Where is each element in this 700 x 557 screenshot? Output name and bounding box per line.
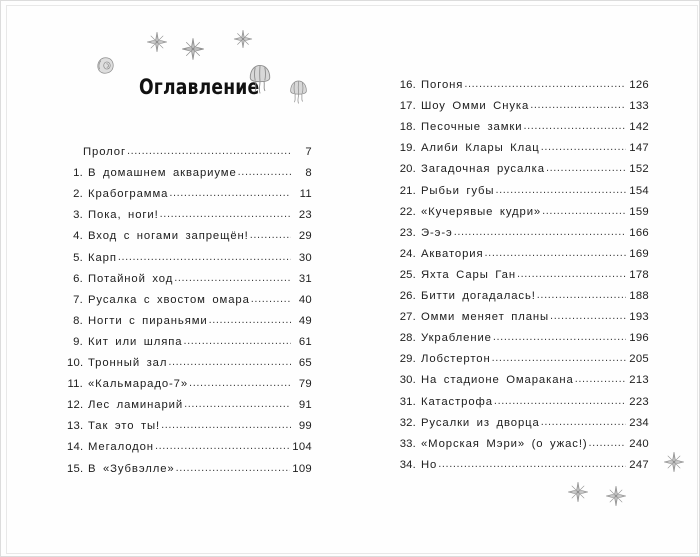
toc-entry-number: 34. xyxy=(399,458,416,471)
toc-entry-number: 10. xyxy=(67,357,84,369)
shell-icon xyxy=(96,56,115,75)
toc-entry-number: 9. xyxy=(73,335,83,348)
toc-dot-leader xyxy=(189,377,291,389)
toc-entry-number: 26. xyxy=(399,290,416,302)
toc-entry-number: 22. xyxy=(399,205,416,218)
toc-entry-number: 13. xyxy=(67,420,84,433)
toc-dot-leader xyxy=(492,352,626,364)
toc-dot-leader xyxy=(546,162,626,174)
toc-entry-number: 1. xyxy=(73,167,83,180)
toc-entry[interactable] xyxy=(67,252,312,264)
toc-entry[interactable] xyxy=(399,79,649,91)
sparkle-icon-1 xyxy=(146,31,168,53)
toc-entry[interactable] xyxy=(399,311,649,323)
toc-entry-number: 4. xyxy=(73,230,83,243)
toc-dot-leader xyxy=(168,356,291,368)
toc-entry-title: Яхта Сары Ган xyxy=(421,268,516,281)
toc-entry-title: Но xyxy=(421,458,438,471)
toc-entry-title: Погоня xyxy=(421,79,464,91)
toc-entry-title: Русалка с хвостом омара xyxy=(88,293,250,306)
toc-entry-page-number: 240 xyxy=(629,437,649,450)
toc-entry-page-number: 11 xyxy=(299,188,312,201)
toc-entry-title: «Морская Мэри» (о ужас!) xyxy=(421,437,588,450)
toc-entry[interactable] xyxy=(399,100,649,112)
toc-entry-number: 16. xyxy=(399,79,416,91)
toc-entry-title: Потайной ход xyxy=(88,272,174,285)
toc-entry[interactable] xyxy=(67,209,312,221)
toc-entry-number: 18. xyxy=(399,121,416,134)
toc-dot-leader xyxy=(485,247,626,259)
toc-entry-number: 24. xyxy=(399,247,416,260)
toc-entry-page-number: 29 xyxy=(298,230,312,243)
toc-entry-number: 2. xyxy=(73,188,83,201)
toc-dot-leader xyxy=(174,272,291,284)
toc-entry-title: Русалки из дворца xyxy=(421,416,540,429)
toc-dot-leader xyxy=(550,310,626,322)
toc-entry-page-number: 31 xyxy=(298,272,312,285)
toc-entry-number: 30. xyxy=(399,374,416,387)
toc-entry-page-number: 188 xyxy=(629,290,649,302)
toc-entry-page-number: 61 xyxy=(298,335,312,348)
toc-entry-page-number: 109 xyxy=(292,462,312,475)
toc-entry-page-number: 154 xyxy=(629,184,649,197)
toc-entry-title: Карп xyxy=(88,251,117,264)
toc-entry-title: Шоу Омми Снука xyxy=(421,100,530,113)
toc-entry-number: 33. xyxy=(399,437,416,450)
toc-dot-leader xyxy=(542,205,626,217)
toc-entry-title: Так это ты! xyxy=(88,420,161,433)
toc-entry-title: «Кальмарадо-7» xyxy=(88,378,189,391)
toc-dot-leader xyxy=(541,416,626,428)
toc-entry[interactable] xyxy=(399,185,649,197)
toc-entry[interactable] xyxy=(67,167,312,179)
toc-entry-page-number: 133 xyxy=(629,100,649,113)
toc-entry-number: 21. xyxy=(399,184,416,197)
toc-entry-title: «Кучерявые кудри» xyxy=(421,205,542,218)
toc-entry-page-number: 223 xyxy=(629,395,649,408)
toc-entry-number: 14. xyxy=(67,441,84,454)
toc-entry-number: 31. xyxy=(399,395,416,408)
toc-entry[interactable] xyxy=(399,142,649,154)
toc-dot-leader xyxy=(209,314,291,326)
toc-entry[interactable] xyxy=(67,146,312,158)
toc-entry[interactable] xyxy=(67,441,312,453)
toc-entry-title: Ногти с пираньями xyxy=(88,314,208,327)
toc-dot-leader xyxy=(575,373,626,385)
toc-entry-title: Пока, ноги! xyxy=(88,209,159,222)
toc-dot-leader xyxy=(530,99,626,111)
toc-entry[interactable] xyxy=(399,290,649,302)
toc-dot-leader xyxy=(160,208,291,220)
toc-dot-leader xyxy=(517,268,626,280)
toc-entry-page-number: 152 xyxy=(629,163,649,176)
toc-entry[interactable] xyxy=(399,396,649,408)
toc-entry-title: Омми меняет планы xyxy=(421,311,550,324)
toc-entry-page-number: 178 xyxy=(629,268,649,281)
toc-dot-leader xyxy=(523,120,626,132)
toc-entry-number: 11. xyxy=(67,378,83,391)
toc-entry[interactable] xyxy=(399,374,649,386)
toc-dot-leader xyxy=(438,458,626,470)
toc-entry-page-number: 169 xyxy=(629,247,649,260)
toc-dot-leader xyxy=(169,187,291,199)
toc-entry-title: Акватория xyxy=(421,247,484,260)
toc-entry-title: Алиби Клары Клац xyxy=(421,142,540,155)
toc-entry-number: 7. xyxy=(73,293,83,306)
toc-dot-leader xyxy=(161,419,291,431)
toc-entry-number: 32. xyxy=(399,416,416,429)
jellyfish-icon-2 xyxy=(288,79,309,105)
toc-entry-page-number: 147 xyxy=(629,142,649,155)
toc-entry-page-number: 49 xyxy=(298,314,312,327)
toc-dot-leader xyxy=(494,395,626,407)
toc-entry[interactable] xyxy=(67,378,312,390)
toc-dot-leader xyxy=(176,462,291,474)
toc-entry-number: 8. xyxy=(73,314,83,327)
toc-entry-title: Пролог xyxy=(83,146,126,158)
toc-dot-leader xyxy=(493,331,626,343)
toc-entry[interactable] xyxy=(399,121,649,133)
toc-entry[interactable] xyxy=(67,463,312,475)
toc-entry[interactable] xyxy=(399,353,649,365)
sparkle-icon-3 xyxy=(233,29,253,49)
toc-entry-number: 6. xyxy=(73,272,83,285)
toc-entry[interactable] xyxy=(399,163,649,175)
toc-entry-page-number: 234 xyxy=(629,416,649,429)
toc-entry[interactable] xyxy=(399,248,649,260)
toc-entry-page-number: 7 xyxy=(305,146,312,158)
toc-dot-leader xyxy=(464,78,626,90)
toc-dot-leader xyxy=(495,184,626,196)
toc-entry-number: 5. xyxy=(73,251,83,264)
toc-entry[interactable] xyxy=(67,420,312,432)
toc-entry-title: Тронный зал xyxy=(88,357,168,369)
toc-entry-page-number: 23 xyxy=(298,209,312,222)
toc-entry-page-number: 196 xyxy=(629,332,649,345)
toc-entry-title: Загадочная русалка xyxy=(421,163,545,176)
toc-dot-leader xyxy=(250,229,291,241)
toc-entry-title: На стадионе Омаракана xyxy=(421,374,574,387)
toc-entry-number: 17. xyxy=(399,100,416,113)
toc-entry-title: В домашнем аквариуме xyxy=(88,167,237,180)
toc-entry[interactable] xyxy=(399,459,649,471)
toc-entry-page-number: 99 xyxy=(298,420,312,433)
toc-dot-leader xyxy=(454,226,626,238)
toc-entry-number: 25. xyxy=(399,268,416,281)
toc-entry[interactable] xyxy=(399,332,649,344)
toc-dot-leader xyxy=(251,293,291,305)
toc-entry-page-number: 104 xyxy=(292,441,312,454)
toc-dot-leader xyxy=(127,145,291,157)
sparkle-icon-4 xyxy=(567,481,589,503)
toc-entry-title: Украбление xyxy=(421,332,492,345)
toc-entry-number: 23. xyxy=(399,226,416,239)
toc-entry[interactable] xyxy=(67,230,312,242)
toc-dot-leader xyxy=(589,437,626,449)
toc-entry-page-number: 8 xyxy=(305,167,312,180)
toc-entry[interactable] xyxy=(399,227,649,239)
toc-entry-number: 19. xyxy=(399,142,416,155)
toc-entry-page-number: 65 xyxy=(298,357,312,369)
toc-entry[interactable] xyxy=(67,294,312,306)
toc-entry[interactable] xyxy=(399,206,649,218)
toc-entry[interactable] xyxy=(67,399,312,411)
sparkle-icon-6 xyxy=(663,451,685,473)
toc-dot-leader xyxy=(238,166,291,178)
toc-entry-page-number: 193 xyxy=(629,311,649,324)
toc-entry-title: Битти догадалась! xyxy=(421,290,536,302)
toc-entry-title: Мегалодон xyxy=(88,441,154,454)
toc-entry-number: 15. xyxy=(67,462,84,475)
toc-entry[interactable] xyxy=(67,336,312,348)
toc-dot-leader xyxy=(184,398,291,410)
toc-entry-number: 27. xyxy=(399,311,416,324)
toc-entry-title: Катастрофа xyxy=(421,395,493,408)
toc-dot-leader xyxy=(118,251,291,263)
toc-entry-title: Вход с ногами запрещён! xyxy=(88,230,249,243)
toc-entry-page-number: 91 xyxy=(298,399,312,412)
toc-entry-number: 28. xyxy=(399,332,416,345)
toc-entry-page-number: 126 xyxy=(629,79,649,91)
toc-entry-title: Крабограмма xyxy=(88,188,169,201)
toc-entry-page-number: 213 xyxy=(629,374,649,387)
toc-dot-leader xyxy=(537,289,626,301)
toc-entry-title: Песочные замки xyxy=(421,121,523,134)
toc-entry-number: 20. xyxy=(399,163,416,176)
toc-entry[interactable] xyxy=(399,269,649,281)
toc-entry[interactable] xyxy=(399,438,649,450)
toc-entry-title: Кит или шляпа xyxy=(88,335,183,348)
toc-entry-page-number: 40 xyxy=(298,293,312,306)
toc-entry-title: В «Зубвэлле» xyxy=(88,462,175,475)
toc-dot-leader xyxy=(541,141,626,153)
toc-entry-page-number: 166 xyxy=(629,226,649,239)
sparkle-icon-2 xyxy=(181,37,205,61)
sparkle-icon-5 xyxy=(605,485,627,507)
toc-entry[interactable] xyxy=(399,417,649,429)
toc-entry-page-number: 142 xyxy=(629,121,649,134)
toc-entry-number: 12. xyxy=(67,399,84,412)
toc-entry-title: Э-э-э xyxy=(421,226,453,239)
toc-entry-page-number: 159 xyxy=(629,205,649,218)
toc-entry-page-number: 79 xyxy=(298,378,312,391)
toc-dot-leader xyxy=(155,440,290,452)
toc-entry[interactable] xyxy=(67,273,312,285)
toc-entry-number: 3. xyxy=(73,209,83,222)
toc-entry[interactable] xyxy=(67,188,312,200)
toc-entry[interactable] xyxy=(67,315,312,327)
toc-entry-page-number: 30 xyxy=(298,251,312,264)
toc-entry-title: Рыбьи губы xyxy=(421,184,495,197)
toc-entry-title: Лобстертон xyxy=(421,353,491,366)
toc-entry-number: 29. xyxy=(399,353,416,366)
toc-entry-title: Лес ламинарий xyxy=(88,399,184,412)
toc-dot-leader xyxy=(183,335,291,347)
page-title: Оглавление xyxy=(139,75,260,99)
toc-entry[interactable] xyxy=(67,357,312,369)
toc-entry-page-number: 247 xyxy=(629,458,649,471)
toc-entry-page-number: 205 xyxy=(629,353,649,366)
